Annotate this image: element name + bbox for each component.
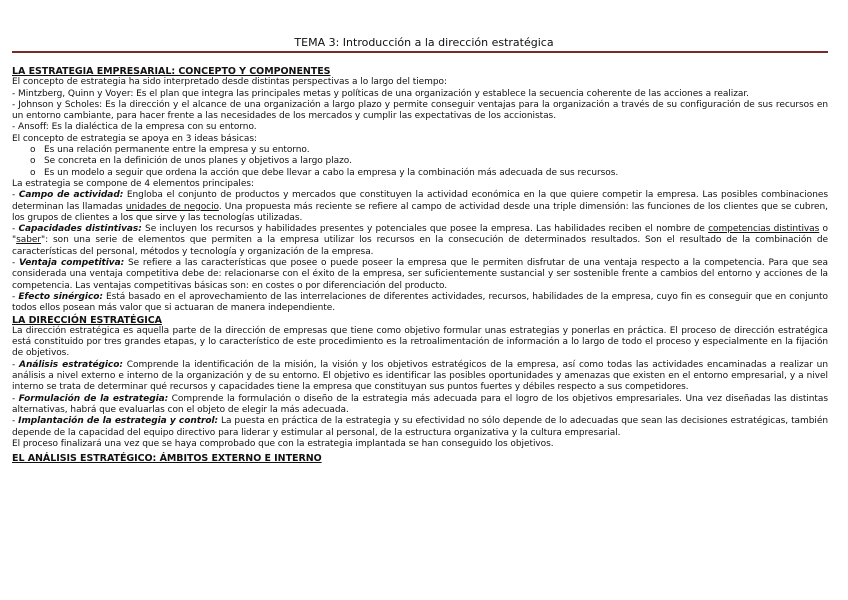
term-label: Ventaja competitiva:: [18, 258, 125, 269]
stage-analisis: - Análisis estratégico: Comprende la identificación de la misión, la visión y los objetivos estratégicos de la empresa, así como todas las actividades encaminadas a realizar un análisis a nivel externo e interno de la organización y de su entorno. El objetivo es identificar las posibles oportunidades y amenazas que existen en el entorno empresarial, y a nivel interno se trata de determinar qué recursos y capacidades tiene la empresa que constituyan sus puntos fuertes y débiles respecto a sus competidores.: [12, 359, 828, 393]
term-label: Efecto sinérgico:: [18, 291, 103, 302]
component-sinergia: - Efecto sinérgico: Está basado en el aprovechamiento de las interrelaciones de diferentes actividades, recursos, habilidades de la empresa, cuyo fin es conseguir que en conjunto todos ellos posean más valor que si actuaran de manera independiente.: [12, 291, 828, 314]
paragraph-intro: El concepto de estrategia ha sido interpretado desde distintas perspectivas a lo largo del tiempo:: [12, 77, 447, 88]
list-item-text: Se concreta en la definición de unos planes y objetivos a largo plazo.: [44, 156, 352, 167]
definition-johnson: - Johnson y Scholes: Es la dirección y el alcance de una organización a largo plazo y permite conseguir ventajas para la organización a través de su configuración de sus recursos en un entorno cambiante, para hacer frente a las necesidades de los mercados y cumplir las expectativas de los accionistas.: [12, 99, 828, 122]
list-item: [12, 156, 828, 167]
paragraph-text: La puesta en práctica de la estrategia y su efectividad no sólo depende de lo adecuadas que sean las decisiones estratégicas, también depende de la capacidad del equipo directivo para liderar y estimular al personal, de la estructura organizativa y la cultura empresarial.: [12, 416, 828, 438]
bullet-icon: o: [30, 156, 36, 167]
paragraph-direccion-intro: La dirección estratégica es aquella parte de la dirección de empresas que tiene como objetivo formular unas estrategias y ponerlas en práctica. El proceso de dirección estratégica está constituido por tres grandes etapas, y lo característico de este procedimiento es la retroalimentación de información a lo largo de todo el proceso y especialmente en la fijación de objetivos.: [12, 325, 828, 359]
page-header: TEMA 3: Introducción a la dirección estratégica: [294, 36, 554, 49]
term-link: saber: [16, 235, 41, 246]
paragraph-text: Comprende la identificación de la misión, la visión y los objetivos estratégicos de la empresa, así como todas las actividades encaminadas a realizar un análisis a nivel externo e interno de la organización y de su entorno. El objetivo es identificar las posibles oportunidades y amenazas que existen en el entorno empresarial, y a nivel interno se trata de determinar qué recursos y capacidades tiene la empresa que constituyan sus puntos fuertes y débiles respecto a sus competidores.: [12, 359, 828, 393]
paragraph-ideas-intro: El concepto de estrategia se apoya en 3 ideas básicas:: [12, 133, 257, 144]
section-title-estrategia: LA ESTRATEGIA EMPRESARIAL: CONCEPTO Y COMPONENTES: [12, 66, 331, 77]
list-item-text: Es una relación permanente entre la empresa y su entorno.: [44, 145, 310, 156]
paragraph-text: Comprende la formulación o diseño de la estrategia más adecuada para el logro de los objetivos empresariales. Una vez diseñadas las distintas alternativas, habrá que evaluarlas con el objeto de elegir la más adecuada.: [12, 393, 828, 415]
paragraph-text: ": son una serie de elementos que permiten a la empresa utilizar los recursos en la consecución de determinados resultados. Son el resultado de la combinación de características del personal, métodos y tecnología y organización de la empresa.: [12, 235, 828, 257]
paragraph-text: Se refiere a las características que posee o puede poseer la empresa que le permiten disfrutar de una ventaja respecto a la competencia. Para que sea considerada una ventaja competitiva debe de: relacionarse con el éxito de la empresa, ser suficientemente sustancial y ser sostenible frente a cambios del entorno y acciones de la competencia. Las ventajas competitivas básicas son: en costes o por diferenciación del producto.: [12, 258, 829, 291]
header-rule: [12, 51, 828, 53]
stage-implantacion: - Implantación de la estrategia y control: La puesta en práctica de la estrategia y su efectividad no sólo depende de lo adecuadas que sean las decisiones estratégicas, también depende de la capacidad del equipo directivo para liderar y estimular al personal, de la estructura organizativa y la cultura empresarial.: [12, 416, 828, 438]
definition-mintzberg: - Mintzberg, Quinn y Voyer: Es el plan que integra las principales metas y políticas de una organización y establece la secuencia coherente de las acciones a realizar.: [12, 88, 749, 99]
list-item: [12, 168, 828, 179]
term-label: Capacidades distintivas:: [18, 224, 142, 235]
term-link: unidades de negocio: [125, 201, 219, 212]
definition-ansoff: - Ansoff: Es la dialéctica de la empresa con su entorno.: [12, 122, 257, 133]
paragraph-text: Está basado en el aprovechamiento de las interrelaciones de diferentes actividades, recursos, habilidades de la empresa, cuyo fin es conseguir que en conjunto todos ellos posean más valor que si actuaran de manera independiente.: [12, 291, 828, 314]
paragraph-text: o ": [12, 224, 828, 246]
stage-formulacion: - Formulación de la estrategia: Comprende la formulación o diseño de la estrategia más adecuada para el logro de los objetivos empresariales. Una vez diseñadas las distintas alternativas, habrá que evaluarlas con el objeto de elegir la más adecuada.: [12, 393, 828, 415]
section-title-analisis: EL ANÁLISIS ESTRATÉGICO: ÁMBITOS EXTERNO E INTERNO: [12, 453, 322, 465]
list-item-text: Es un modelo a seguir que ordena la acción que debe llevar a cabo la empresa y la combinación más adecuada de sus recursos.: [44, 167, 619, 178]
component-campo-actividad: - Campo de actividad: Engloba el conjunto de productos y mercados que constituyen la actividad económica en la que quiere competir la empresa. Las posibles combinaciones determinan las llamadas unidades de negocio. Una propuesta más reciente se refiere al campo de actividad desde una triple dimensión: las funciones de los clientes que se cubren, los grupos de clientes a los que sirve y las tecnologías utilizadas.: [12, 190, 828, 223]
paragraph-components-intro: La estrategia se compone de 4 elementos principales:: [12, 178, 254, 189]
paragraph-text: Se incluyen los recursos y habilidades presentes y potenciales que posee la empresa. Las habilidades reciben el nombre de: [141, 224, 709, 235]
component-capacidades: - Capacidades distintivas: Se incluyen los recursos y habilidades presentes y potenciales que posee la empresa. Las habilidades reciben el nombre de competencias distintivas o "saber": son una serie de elementos que permiten a la empresa utilizar los recursos en la consecución de determinados resultados. Son el resultado de la combinación de características del personal, métodos y tecnología y organización de la empresa.: [12, 224, 828, 257]
document-body: [12, 66, 828, 464]
bullet-icon: o: [30, 145, 36, 156]
term-label: Formulación de la estrategia:: [18, 393, 169, 404]
section-title-direccion: LA DIRECCIÓN ESTRATÉGICA: [12, 314, 162, 326]
paragraph-text: Engloba el conjunto de productos y mercados que constituyen la actividad económica en la que quiere competir la empresa. Las posibles combinaciones determinan las llamadas: [12, 190, 828, 212]
paragraph-text: . Una propuesta más reciente se refiere al campo de actividad desde una triple dimensión: las funciones de los clientes que se cubren, los grupos de clientes a los que sirve y las tecnologías utilizadas.: [12, 201, 828, 223]
term-label: Implantación de la estrategia y control:: [18, 416, 219, 427]
term-label: Campo de actividad:: [18, 190, 124, 201]
component-ventaja: - Ventaja competitiva: Se refiere a las características que posee o puede poseer la empresa que le permiten disfrutar de una ventaja respecto a la competencia. Para que sea considerada una ventaja competitiva debe de: relacionarse con el éxito de la empresa, ser suficientemente sustancial y ser sostenible frente a cambios del entorno y acciones de la competencia. Las ventajas competitivas básicas son: en costes o por diferenciación del producto.: [12, 258, 829, 291]
term-link: competencias distintivas: [708, 224, 820, 235]
term-label: Análisis estratégico:: [19, 359, 123, 370]
bullet-icon: o: [30, 167, 36, 178]
paragraph-closing: El proceso finalizará una vez que se haya comprobado que con la estrategia implantada se han conseguido los objetivos.: [12, 438, 554, 449]
list-item: [12, 145, 828, 156]
